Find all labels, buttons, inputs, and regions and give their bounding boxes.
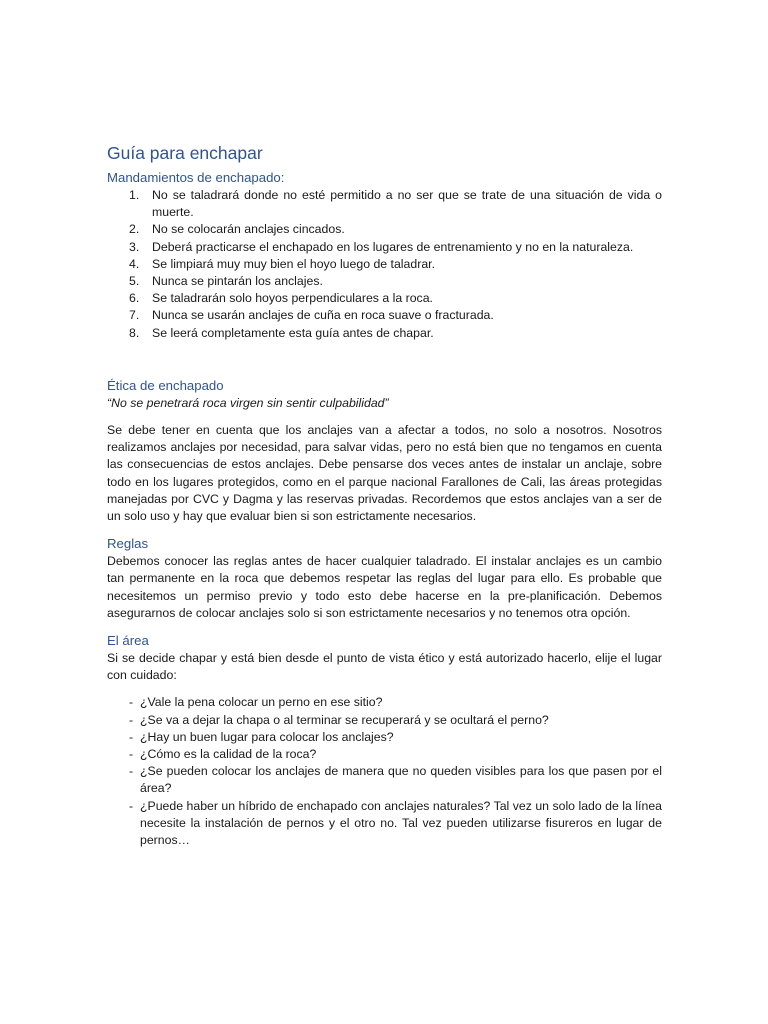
list-item-text: No se taladrará donde no esté permitido a no ser que se trate de una situación de vida o muerte.: [152, 188, 662, 220]
list-item-text: Nunca se pintarán los anclajes.: [152, 274, 323, 289]
list-item-text: ¿Vale la pena colocar un perno en ese sitio?: [140, 695, 383, 710]
list-item: [107, 746, 662, 763]
document-title: Guía para enchapar: [107, 143, 263, 163]
ethics-paragraph: Se debe tener en cuenta que los anclajes van a afectar a todos, no solo a nosotros. Nosotros realizamos anclajes por necesidad, para salvar vidas, pero no está bien que no tengamos en cuenta las consecuencias de estos anclajes. Debe pensarse dos veces antes de instalar un anclaje, sobre todo en los lugares protegidos, como en el parque nacional Farallones de Cali, las áreas protegidas manejadas por CVC y Dagma y las reservas privadas. Recordemos que estos anclajes van a ser de un solo uso y hay que evaluar bien si son estrictamente necesarios.: [107, 423, 662, 524]
list-item-text: Se leerá completamente esta guía antes de chapar.: [152, 325, 434, 340]
area-questions-list: [107, 694, 662, 849]
ethics-heading: Ética de enchapado: [107, 377, 224, 393]
list-item: [107, 729, 662, 746]
list-item-text: No se colocarán anclajes cincados.: [152, 222, 345, 237]
list-item-text: Nunca se usarán anclajes de cuña en roca suave o fracturada.: [152, 308, 494, 323]
list-item: [107, 273, 662, 290]
list-item-text: ¿Cómo es la calidad de la roca?: [140, 747, 317, 762]
area-heading: El área: [107, 633, 149, 649]
dash-bullet: -: [129, 764, 134, 779]
list-item: [107, 239, 662, 256]
dash-bullet: -: [129, 798, 134, 813]
dash-bullet: -: [129, 712, 134, 727]
list-item: [107, 712, 662, 729]
list-item: [107, 763, 662, 797]
list-item: [107, 256, 662, 273]
list-number: 8.: [129, 325, 140, 340]
ethics-quote: “No se penetrará roca virgen sin sentir culpabilidad”: [107, 395, 389, 410]
dash-bullet: -: [129, 729, 134, 744]
list-item: [107, 798, 662, 850]
dash-bullet: -: [129, 747, 134, 762]
rules-heading: Reglas: [107, 536, 149, 552]
area-intro: Si se decide chapar y está bien desde el punto de vista ético y está autorizado hacerlo, elije el lugar con cuidado:: [107, 651, 662, 683]
list-item: [107, 187, 662, 221]
list-number: 6.: [129, 291, 140, 306]
list-item-text: Se limpiará muy muy bien el hoyo luego de taladrar.: [152, 256, 435, 271]
list-number: 2.: [129, 222, 140, 237]
commandments-heading: Mandamientos de enchapado:: [107, 170, 285, 185]
list-item-text: Se taladrarán solo hoyos perpendiculares a la roca.: [152, 291, 433, 306]
list-item-text: ¿Se pueden colocar los anclajes de manera que no queden visibles para los que pasen por el área?: [140, 764, 662, 796]
commandments-list: [107, 187, 662, 342]
list-number: 5.: [129, 274, 140, 289]
list-number: 3.: [129, 239, 140, 254]
list-number: 7.: [129, 308, 140, 323]
list-item: [107, 307, 662, 324]
list-item-text: ¿Se va a dejar la chapa o al terminar se recuperará y se ocultará el perno?: [140, 712, 549, 727]
list-item-text: ¿Hay un buen lugar para colocar los anclajes?: [140, 729, 394, 744]
list-number: 4.: [129, 256, 140, 271]
list-item: [107, 325, 662, 342]
dash-bullet: -: [129, 695, 134, 710]
list-item: [107, 694, 662, 711]
list-item: [107, 290, 662, 307]
list-item-text: ¿Puede haber un híbrido de enchapado con anclajes naturales? Tal vez un solo lado de la línea necesite la instalación de pernos y el otro no. Tal vez pueden utilizarse fisureros en lugar de pernos…: [140, 798, 662, 848]
list-item-text: Deberá practicarse el enchapado en los lugares de entrenamiento y no en la naturaleza.: [152, 239, 634, 254]
rules-paragraph: Debemos conocer las reglas antes de hacer cualquier taladrado. El instalar anclajes es un cambio tan permanente en la roca que debemos respetar las reglas del lugar para ello. Es probable que necesitemos un permiso previo y todo esto debe hacerse en la pre-planificación. Debemos asegurarnos de colocar anclajes solo si son estrictamente necesarios y no tenemos otra opción.: [107, 554, 662, 620]
document-body: [107, 141, 662, 849]
list-item: [107, 221, 662, 238]
list-number: 1.: [129, 188, 140, 202]
